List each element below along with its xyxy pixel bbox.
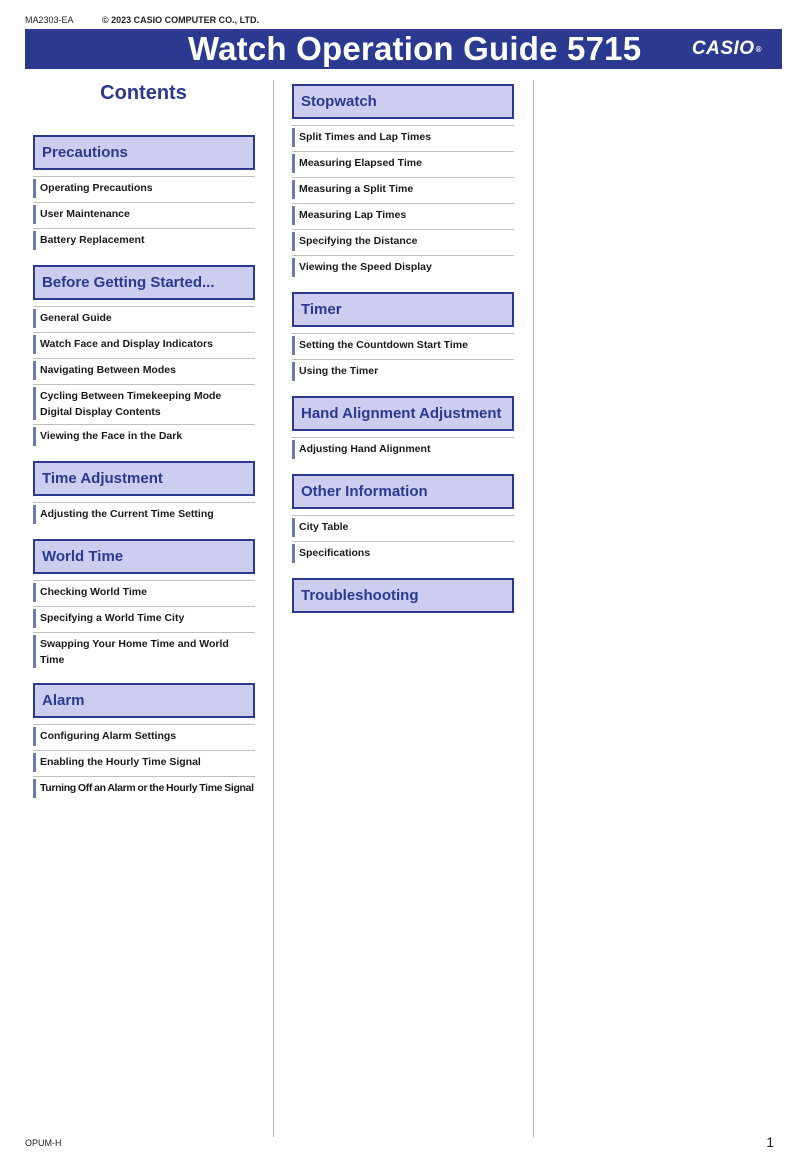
section-items (292, 509, 514, 567)
toc-item[interactable]: Adjusting Hand Alignment (292, 437, 514, 463)
section-other-information[interactable]: Other Information (292, 474, 514, 509)
contents-heading: Contents (100, 82, 187, 104)
section-items (33, 170, 255, 254)
toc-item[interactable]: Specifying the Distance (292, 229, 514, 255)
toc-item[interactable]: General Guide (33, 306, 255, 332)
section-troubleshooting[interactable]: Troubleshooting (292, 578, 514, 613)
page-number: 1 (766, 1134, 774, 1150)
section-precautions[interactable]: Precautions (33, 135, 255, 170)
toc-item[interactable]: City Table (292, 515, 514, 541)
toc-item[interactable]: Viewing the Speed Display (292, 255, 514, 281)
toc-item[interactable]: Turning Off an Alarm or the Hourly Time Signal (33, 776, 255, 802)
section-world-time[interactable]: World Time (33, 539, 255, 574)
section-items (292, 327, 514, 385)
toc-item[interactable]: Split Times and Lap Times (292, 125, 514, 151)
toc-item[interactable]: Using the Timer (292, 359, 514, 385)
title-banner (25, 29, 782, 69)
section-timer[interactable]: Timer (292, 292, 514, 327)
guide-title: Watch Operation Guide 5715 (188, 30, 642, 67)
toc-item[interactable]: Operating Precautions (33, 176, 255, 202)
toc-item[interactable]: Cycling Between Timekeeping Mode Digital Display Contents (33, 384, 255, 424)
toc-item[interactable]: Measuring a Split Time (292, 177, 514, 203)
section-alarm[interactable]: Alarm (33, 683, 255, 718)
section-stopwatch[interactable]: Stopwatch (292, 84, 514, 119)
toc-item[interactable]: Measuring Elapsed Time (292, 151, 514, 177)
section-items (292, 431, 514, 463)
section-items (292, 119, 514, 281)
toc-item[interactable]: Checking World Time (33, 580, 255, 606)
toc-item[interactable]: Watch Face and Display Indicators (33, 332, 255, 358)
toc-item[interactable]: Battery Replacement (33, 228, 255, 254)
casio-logo (692, 29, 762, 69)
toc-item[interactable]: Setting the Countdown Start Time (292, 333, 514, 359)
casio-logo-text: CASIO (691, 38, 755, 59)
toc-item[interactable]: Swapping Your Home Time and World Time (33, 632, 255, 672)
section-items (33, 718, 255, 802)
copyright-notice: © 2023 CASIO COMPUTER CO., LTD. (102, 15, 259, 25)
section-items (33, 300, 255, 450)
toc-item[interactable]: Configuring Alarm Settings (33, 724, 255, 750)
registered-mark: ® (755, 45, 762, 54)
footer-code: OPUM-H (25, 1138, 62, 1148)
column-divider (273, 80, 274, 1137)
toc-item[interactable]: Adjusting the Current Time Setting (33, 502, 255, 528)
section-time-adjustment[interactable]: Time Adjustment (33, 461, 255, 496)
toc-item[interactable]: Viewing the Face in the Dark (33, 424, 255, 450)
toc-item[interactable]: Navigating Between Modes (33, 358, 255, 384)
toc-item[interactable]: Enabling the Hourly Time Signal (33, 750, 255, 776)
section-before-getting-started[interactable]: Before Getting Started... (33, 265, 255, 300)
section-hand-alignment-adjustment[interactable]: Hand Alignment Adjustment (292, 396, 514, 431)
toc-item[interactable]: Specifications (292, 541, 514, 567)
document-code: MA2303-EA (25, 15, 74, 25)
section-items (33, 496, 255, 528)
toc-item[interactable]: Specifying a World Time City (33, 606, 255, 632)
toc-item[interactable]: User Maintenance (33, 202, 255, 228)
contents-column-left (33, 135, 255, 802)
column-divider (533, 80, 534, 1137)
toc-item[interactable]: Measuring Lap Times (292, 203, 514, 229)
contents-column-right (292, 84, 514, 613)
section-items (33, 574, 255, 672)
